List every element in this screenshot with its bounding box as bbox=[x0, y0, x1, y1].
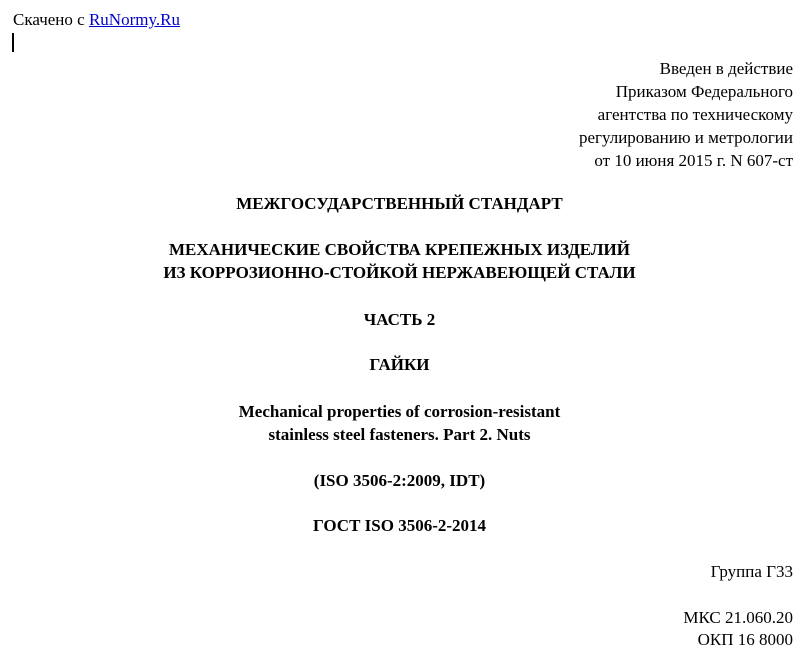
group-code: Группа Г33 bbox=[710, 562, 793, 581]
standard-type: МЕЖГОСУДАРСТВЕННЫЙ СТАНДАРТ bbox=[236, 194, 563, 213]
title-en bbox=[0, 400, 799, 446]
title-ru-line: ИЗ КОРРОЗИОННО-СТОЙКОЙ НЕРЖАВЕЮЩЕЙ СТАЛИ bbox=[163, 263, 636, 282]
title-en-line: Mechanical properties of corrosion-resistant bbox=[238, 402, 561, 421]
gost-number: ГОСТ ISO 3506-2-2014 bbox=[312, 516, 487, 535]
text-cursor bbox=[12, 33, 14, 52]
title-ru-line: МЕХАНИЧЕСКИЕ СВОЙСТВА КРЕПЕЖНЫХ ИЗДЕЛИЙ bbox=[168, 240, 631, 259]
source-line bbox=[13, 9, 180, 31]
part-label: ЧАСТЬ 2 bbox=[363, 310, 436, 329]
approval-block bbox=[579, 57, 793, 172]
subtitle-ru: ГАЙКИ bbox=[369, 355, 430, 374]
iso-reference: (ISO 3506-2:2009, IDT) bbox=[313, 471, 486, 490]
approval-line: от 10 июня 2015 г. N 607-ст bbox=[594, 151, 793, 170]
title-ru bbox=[0, 238, 799, 284]
title-en-line: stainless steel fasteners. Part 2. Nuts bbox=[268, 425, 531, 444]
source-prefix: Скачено с bbox=[13, 10, 89, 29]
approval-line: агентства по техническому bbox=[597, 105, 793, 124]
source-link[interactable]: RuNormy.Ru bbox=[88, 10, 180, 29]
approval-line: Приказом Федерального bbox=[615, 82, 793, 101]
classification-codes bbox=[683, 607, 793, 651]
okp-code: ОКП 16 8000 bbox=[697, 630, 793, 649]
mks-code: МКС 21.060.20 bbox=[683, 608, 793, 627]
approval-line: Введен в действие bbox=[659, 59, 793, 78]
approval-line: регулированию и метрологии bbox=[578, 128, 793, 147]
